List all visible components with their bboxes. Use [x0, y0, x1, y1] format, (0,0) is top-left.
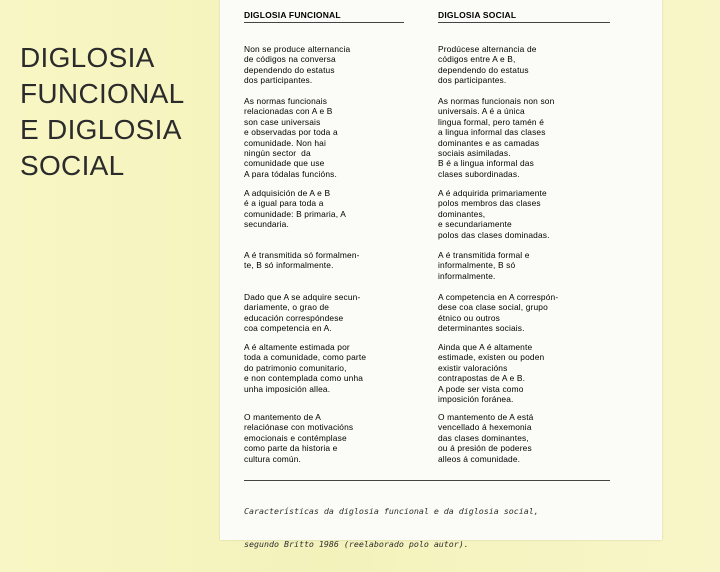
cell-line: e non contemplada como unha — [244, 373, 364, 384]
cell-line: comunidade. Non hai — [244, 137, 326, 148]
table-caption — [244, 484, 539, 572]
functional-cell — [244, 250, 360, 271]
functional-cell — [244, 412, 353, 464]
cell-line: dese coa clase social, grupo — [438, 302, 548, 313]
cell-line: A é adquirida primariamente — [438, 188, 547, 198]
scanned-document — [220, 0, 662, 549]
cell-line: é a igual para toda a — [244, 198, 324, 209]
cell-line: polos das clases dominadas. — [438, 229, 550, 240]
cell-line: dominantes, — [438, 208, 486, 219]
cell-line: informalmente. — [438, 270, 496, 281]
cell-line: imposición foránea. — [438, 394, 514, 405]
cell-line: relaciónase con motivacións — [244, 422, 354, 433]
cell-line: dominantes e as camadas — [438, 137, 540, 148]
cell-line: unha imposición allea. — [244, 383, 331, 394]
slide-title-line: FUNCIONAL — [20, 78, 185, 109]
cell-line: emocionais e contémplase — [244, 432, 347, 443]
cell-line: dariamente, o grao de — [244, 302, 330, 313]
social-cell — [438, 44, 537, 86]
cell-line: A é altamente estimada por — [244, 342, 350, 352]
cell-line: étnico ou outros — [438, 312, 500, 323]
cell-line: informalmente, B só — [438, 260, 516, 271]
cell-line: Dado que A se adquire secun- — [244, 292, 361, 302]
cell-line: As normas funcionais non son — [438, 96, 555, 106]
cell-line: As normas funcionais — [244, 96, 328, 106]
cell-line: comunidade que use — [244, 158, 325, 169]
slide-title-line: DIGLOSIA — [20, 42, 155, 73]
cell-line: te, B só informalmente. — [244, 260, 334, 271]
slide-title-line: SOCIAL — [20, 150, 125, 181]
cell-line: A adquisición de A e B — [244, 188, 331, 198]
header-rule — [438, 22, 610, 23]
cell-line: coa competencia en A. — [244, 323, 332, 334]
cell-line: alleos á comunidade. — [438, 453, 521, 464]
column-header-social: DIGLOSIA SOCIAL — [438, 10, 517, 20]
cell-line: A é transmitida só formalmen- — [244, 250, 360, 260]
cell-line: dependendo do estatus — [244, 64, 335, 75]
cell-line: educación correspóndese — [244, 312, 344, 323]
functional-cell — [244, 342, 366, 394]
cell-line: contrapostas de A e B. — [438, 373, 526, 384]
cell-line: secundaria. — [244, 219, 289, 230]
caption-line: segundo Britto 1986 (reelaborado polo autor). — [244, 539, 469, 549]
slide-title-line: E DIGLOSIA — [20, 114, 182, 145]
cell-line: A para tódalas funcións. — [244, 168, 337, 179]
cell-line: A competencia en A correspón- — [438, 292, 559, 302]
cell-line: O mantemento de A está — [438, 412, 534, 422]
cell-line: a lingua informal das clases — [438, 127, 546, 138]
cell-line: determinantes sociais. — [438, 323, 525, 334]
functional-cell — [244, 188, 346, 230]
caption-rule — [244, 480, 610, 481]
cell-line: lingua formal, pero tamén é — [438, 116, 545, 127]
cell-line: son case universais — [244, 116, 321, 127]
cell-line: do patrimonio comunitario, — [244, 362, 347, 373]
cell-line: A pode ser vista como — [438, 383, 524, 394]
social-cell — [438, 292, 558, 334]
cell-line: clases subordinadas. — [438, 168, 520, 179]
functional-cell — [244, 96, 338, 179]
social-cell — [438, 412, 533, 464]
column-header-functional: DIGLOSIA FUNCIONAL — [244, 10, 341, 20]
cell-line: dependendo do estatus — [438, 64, 529, 75]
social-cell — [438, 96, 554, 179]
cell-line: ningún sector da — [244, 148, 311, 159]
social-cell — [438, 342, 544, 404]
cell-line: existir valoracións — [438, 362, 508, 373]
functional-cell — [244, 44, 350, 86]
cell-line: comunidade: B primaria, A — [244, 208, 346, 219]
cell-line: ou á presión de poderes — [438, 443, 532, 454]
cell-line: toda a comunidade, como parte — [244, 352, 367, 363]
cell-line: Ainda que A é altamente — [438, 342, 533, 352]
social-cell — [438, 188, 550, 240]
cell-line: A é transmitida formal e — [438, 250, 530, 260]
cell-line: vencellado á hexemonia — [438, 422, 532, 433]
cell-line: Non se produce alternancia — [244, 44, 351, 54]
cell-line: e secundariamente — [438, 219, 512, 230]
functional-cell — [244, 292, 360, 334]
cell-line: B é a lingua informal das — [438, 158, 534, 169]
cell-line: estimade, existen ou poden — [438, 352, 545, 363]
social-cell — [438, 250, 530, 281]
cell-line: Prodúcese alternancia de — [438, 44, 537, 54]
cell-line: universais. A é a única — [438, 106, 525, 117]
cell-line: O mantemento de A — [244, 412, 322, 422]
cell-line: de códigos na conversa — [244, 54, 336, 65]
header-rule — [244, 22, 404, 23]
cell-line: e observadas por toda a — [244, 127, 338, 138]
cell-line: cultura común. — [244, 453, 302, 464]
cell-line: das clases dominantes, — [438, 432, 529, 443]
slide-title — [20, 40, 210, 184]
cell-line: códigos entre A e B, — [438, 54, 516, 65]
cell-line: relacionadas con A e B — [244, 106, 333, 117]
cell-line: sociais asimiladas. — [438, 148, 511, 159]
cell-line: dos participantes. — [438, 75, 507, 86]
cell-line: dos participantes. — [244, 75, 313, 86]
cell-line: como parte da historia e — [244, 443, 338, 454]
cell-line: polos membros das clases — [438, 198, 541, 209]
caption-line: Características da diglosia funcional e da diglosia social, — [244, 506, 539, 516]
